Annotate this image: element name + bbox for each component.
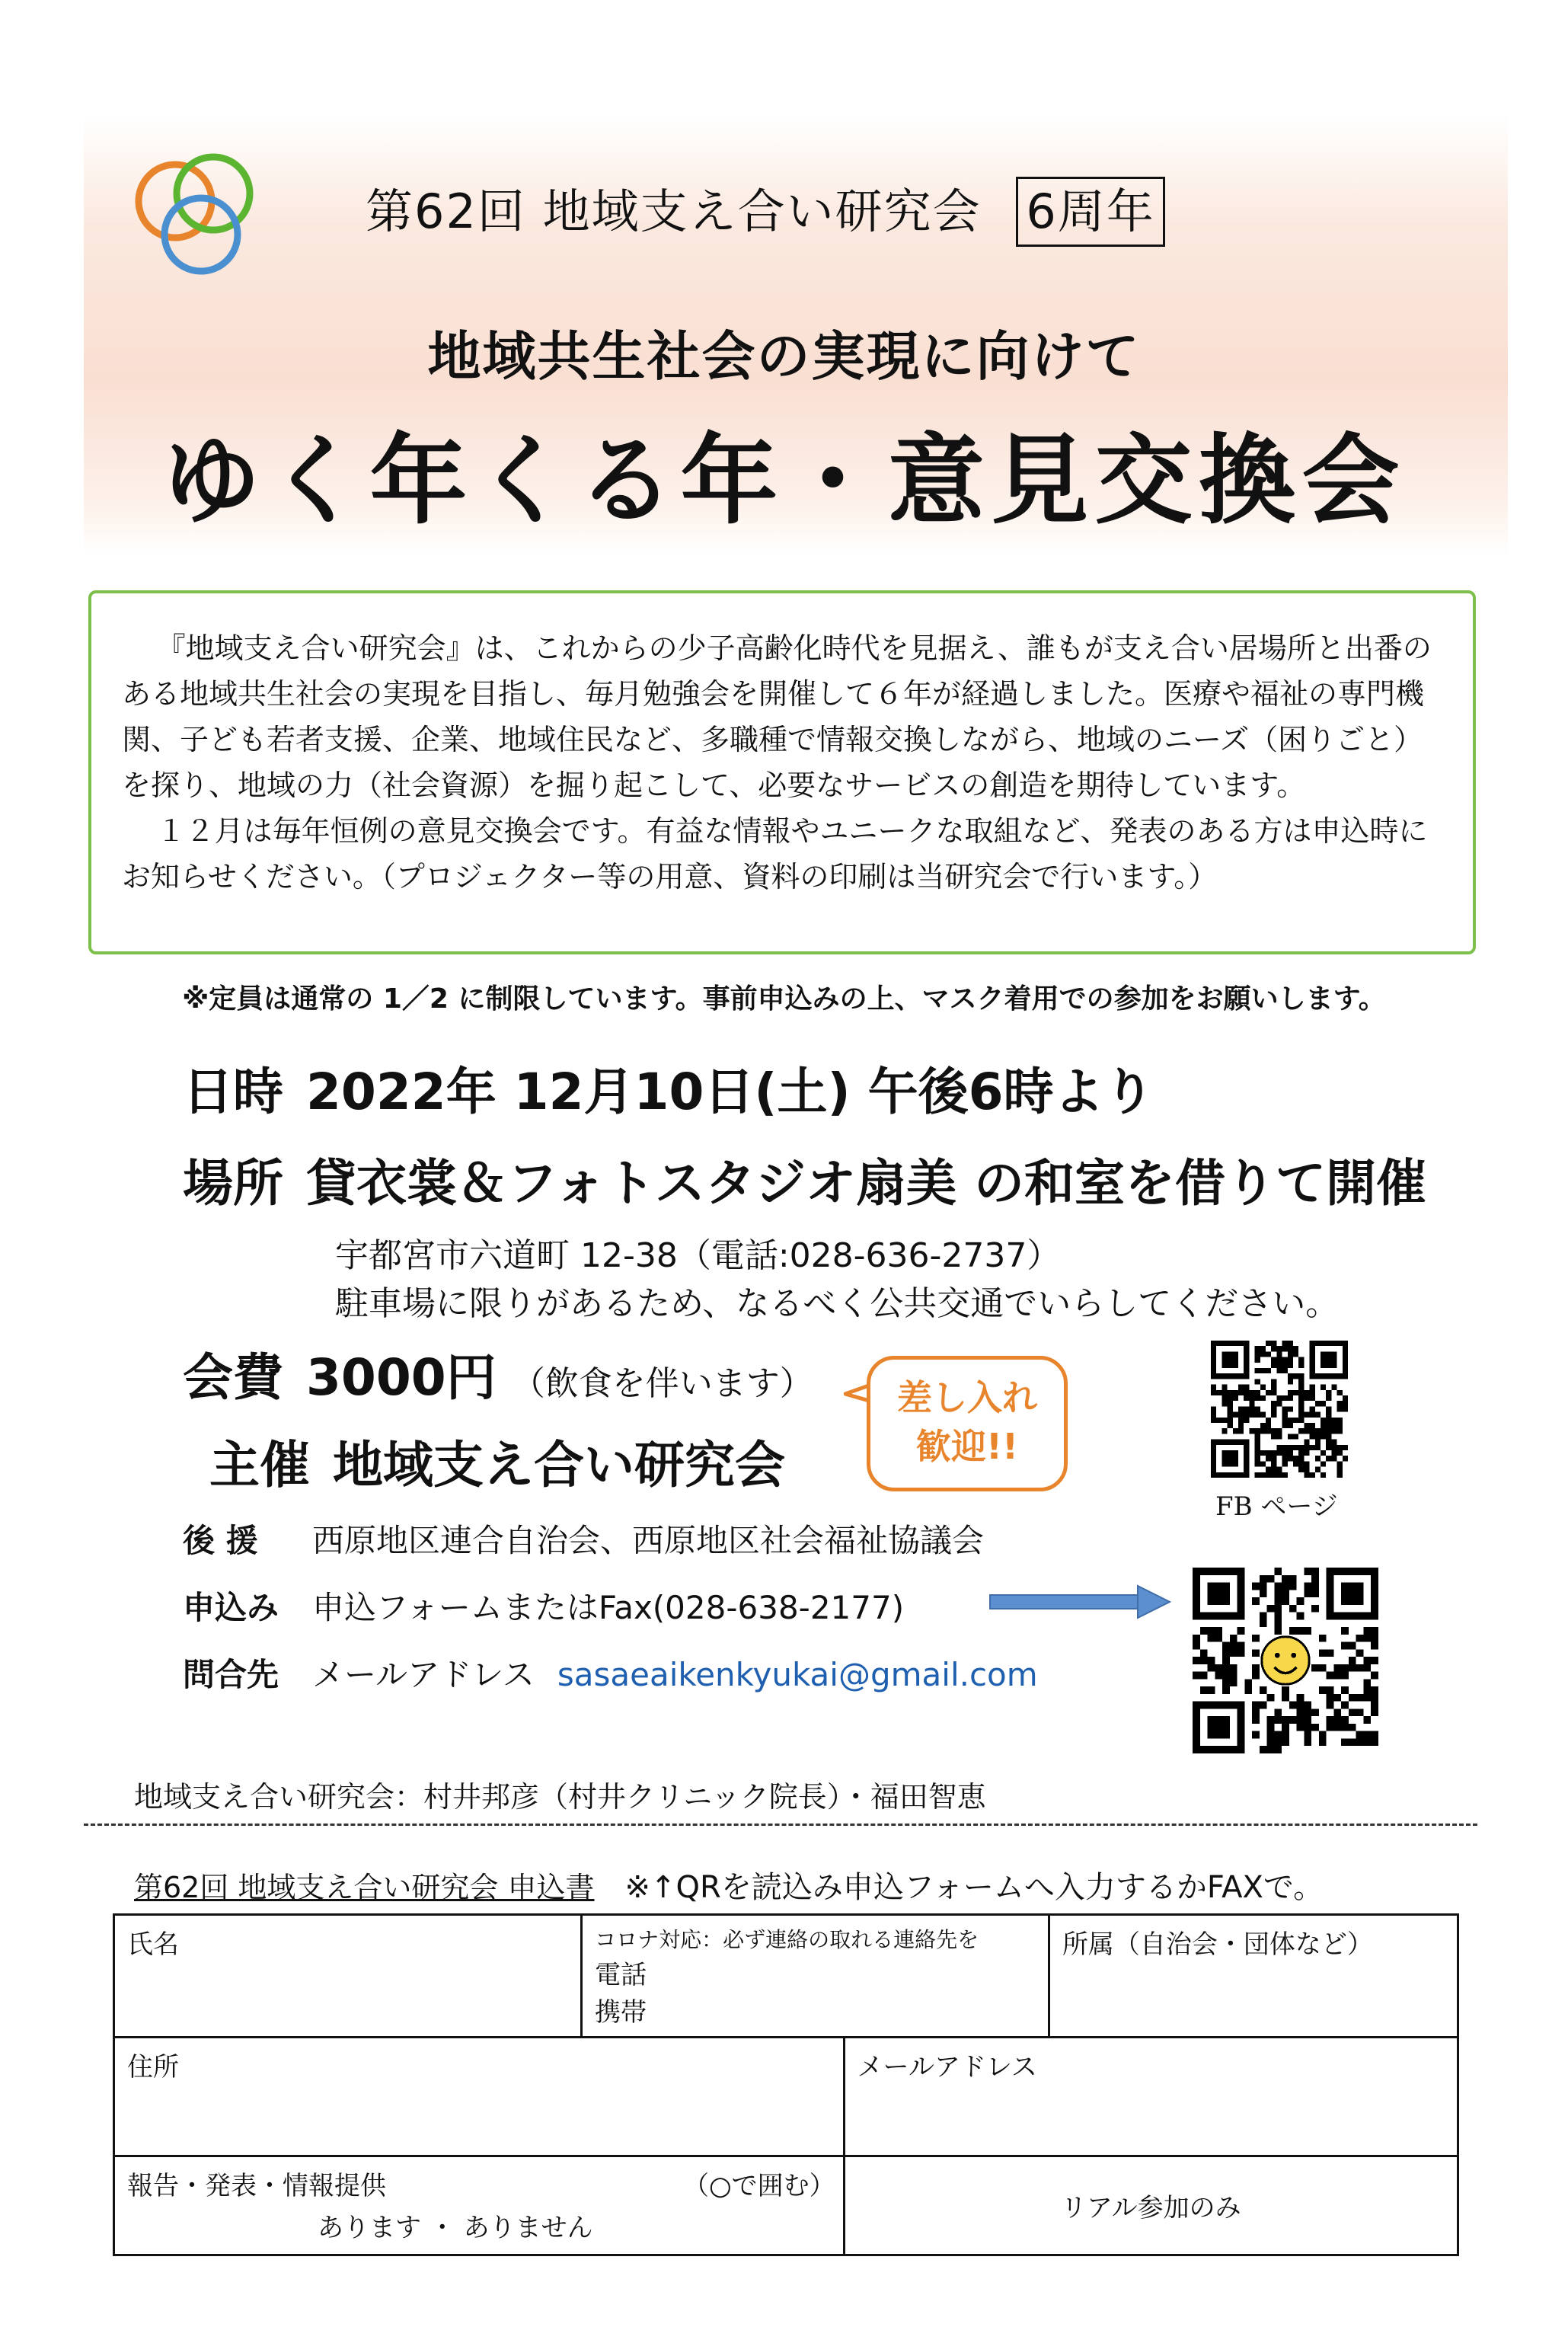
apply-row (183, 1583, 904, 1629)
facebook-qr-code[interactable] (1211, 1341, 1348, 1478)
host-line (209, 1424, 785, 1497)
intro-box (88, 590, 1476, 954)
contact-field[interactable] (582, 1915, 1049, 2038)
apply-label: 申込み (183, 1589, 279, 1626)
smiley-icon (1262, 1637, 1309, 1684)
support-value: 西原地区連合自治会、西原地区社会福祉協議会 (312, 1522, 985, 1559)
support-row (183, 1516, 984, 1561)
series-heading (366, 174, 1165, 247)
affiliation-field[interactable] (1049, 1915, 1458, 2038)
report-options[interactable]: あります ・ ありません (318, 2213, 593, 2243)
form-qr-code[interactable] (1193, 1568, 1378, 1753)
arrow-right-icon (988, 1583, 1171, 1621)
datetime-label: 日時 (183, 1063, 283, 1121)
fee-label: 会費 (183, 1348, 283, 1407)
participation-field (844, 2156, 1458, 2255)
circle-instruction: （○で囲む） (683, 2171, 835, 2201)
report-label: 報告・発表・情報提供 (127, 2171, 386, 2201)
capacity-notice: ※定員は通常の 1／2 に制限しています。事前申込みの上、マスク着用での参加をお願いします。 (182, 983, 1386, 1015)
contact-row (183, 1650, 1038, 1696)
host-value: 地域支え合い研究会 (333, 1436, 785, 1494)
form-title: 第62回 地域支え合い研究会 申込書 (134, 1871, 595, 1904)
fee-note: （飲食を伴います） (511, 1364, 813, 1403)
page-title: ゆく年くる年・意見交換会 (162, 424, 1406, 538)
affiliation-label: 所属（自治会・団体など） (1062, 1929, 1373, 1960)
place-value: 貸衣裳＆フォトスタジオ扇美 の和室を借りて開催 (306, 1154, 1427, 1213)
logo-rings-icon (128, 146, 265, 283)
name-label: 氏名 (127, 1929, 179, 1960)
anniversary-badge: 6周年 (1016, 177, 1164, 247)
cut-line-divider (84, 1824, 1477, 1826)
intro-paragraph-1: 『地域支え合い研究会』は、これからの少子高齢化時代を見据え、誰もが支え合い居場所と出番のある地域共生社会の実現を目指し、毎月勉強会を開催して６年が経過しました。医療や福祉の専門機関、子ども若者支援、企業、地域住民など、多職種で情報交換しながら、地域のニーズ（困りごと）を探り、地域の力（社会資源）を掘り起こして、必要なサービスの創造を期待しています。 (122, 631, 1432, 802)
email-field[interactable] (844, 2038, 1458, 2156)
corona-note: コロナ対応：必ず連絡の取れる連絡先を (595, 1927, 979, 1952)
fee-line (183, 1337, 813, 1409)
datetime-line (183, 1051, 1154, 1124)
fb-page-label: FB ページ (1215, 1491, 1338, 1522)
mobile-label: 携帯 (595, 1997, 647, 2028)
contact-label: 問合先 (183, 1656, 279, 1693)
subtitle: 地域共生社会の実現に向けて (427, 325, 1141, 388)
contact-value: メールアドレス (312, 1656, 535, 1693)
application-form (113, 1913, 1459, 2256)
bubble-line-1: 差し入れ (897, 1377, 1037, 1418)
apply-value: 申込フォームまたはFax(028-638-2177) (312, 1589, 905, 1626)
host-label: 主催 (209, 1436, 310, 1494)
phone-label: 電話 (595, 1960, 647, 1990)
bubble-line-2: 歓迎!! (916, 1426, 1018, 1467)
contact-email-link[interactable]: sasaeaikenkyukai@gmail.com (557, 1656, 1038, 1693)
intro-paragraph-2: １２月は毎年恒例の意見交換会です。有益な情報やユニークな取組など、発表のある方は申込時にお知らせください。（プロジェクター等の用意、資料の印刷は当研究会で行います。） (122, 814, 1428, 893)
report-field[interactable] (114, 2156, 845, 2255)
form-title-line (134, 1863, 1324, 1907)
support-label: 後 援 (183, 1522, 258, 1559)
real-only-label: リアル参加のみ (1060, 2193, 1241, 2223)
datetime-value: 2022年 12月10日(土) 午後6時より (306, 1063, 1154, 1121)
fee-value: 3000円 (306, 1348, 497, 1407)
welcome-bubble (867, 1356, 1068, 1491)
address-field[interactable] (114, 2038, 845, 2156)
name-field[interactable] (114, 1915, 582, 2038)
venue-address: 宇都宮市六道町 12-38（電話:028-636-2737） (335, 1236, 1061, 1275)
series-label: 第62回 地域支え合い研究会 (366, 184, 982, 239)
parking-note: 駐車場に限りがあるため、なるべく公共交通でいらしてください。 (335, 1284, 1340, 1323)
place-label: 場所 (183, 1154, 283, 1213)
organizers-line: 地域支え合い研究会：村井邦彦（村井クリニック院長）・福田智恵 (134, 1780, 986, 1814)
email-label: メールアドレス (857, 2052, 1037, 2082)
form-hint: ※↑QRを読込み申込フォームへ入力するかFAXで。 (624, 1870, 1324, 1905)
address-label: 住所 (127, 2052, 179, 2082)
place-line (183, 1143, 1426, 1215)
